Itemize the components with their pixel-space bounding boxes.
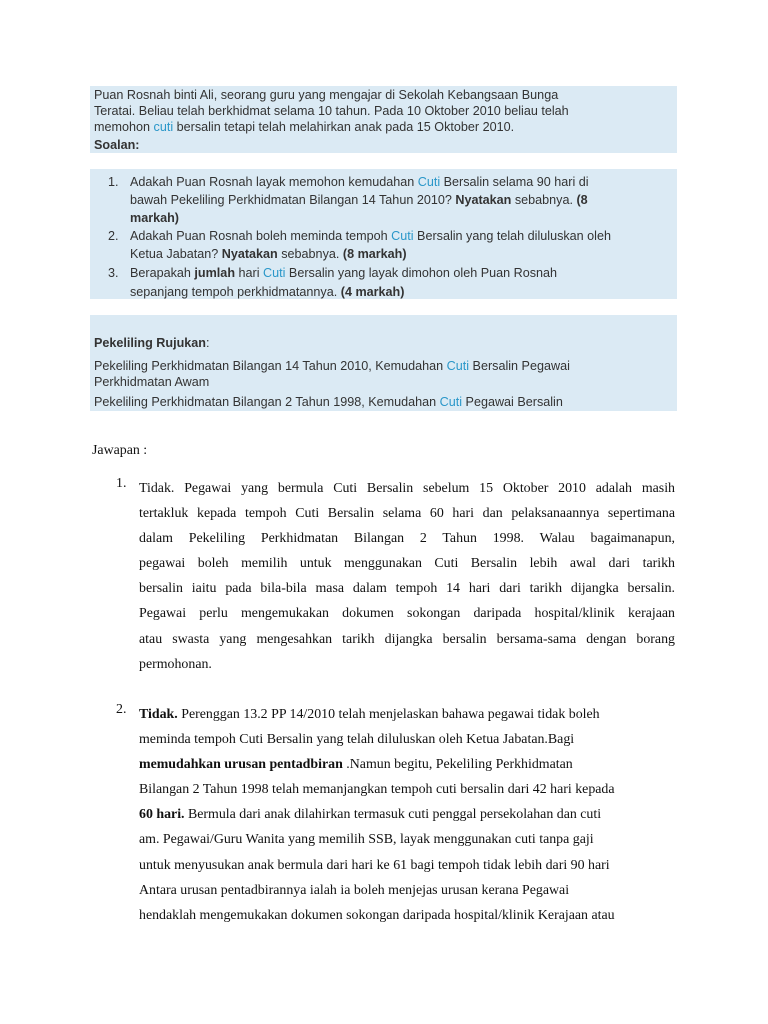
- cuti-link[interactable]: Cuti: [446, 359, 470, 373]
- answer-line: pegawai boleh memilih untuk menggunakan Cuti Bersalin lebih awal dari tarikh: [139, 556, 675, 572]
- answer-line: tertakluk kepada tempoh Cuti Bersalin selama 60 hari dan pelaksanaannya sepertimana: [139, 506, 675, 522]
- question-number: 1.: [108, 175, 119, 189]
- answer-line: dalam Pekeliling Perkhidmatan Bilangan 2 Tahun 1998. Walau bagaimanapun,: [139, 531, 675, 547]
- answer-1-number: 1.: [116, 476, 127, 491]
- question-2: 2. Adakah Puan Rosnah boleh meminda tempoh Cuti Bersalin yang telah diluluskan oleh Ketua Jabatan? Nyatakan sebabnya. (8 markah): [108, 229, 611, 261]
- case-line-3: memohon cuti bersalin tetapi telah melahirkan anak pada 15 Oktober 2010.: [94, 120, 515, 134]
- question-number: 3.: [108, 266, 119, 280]
- question-1: 1. Adakah Puan Rosnah layak memohon kemudahan Cuti Bersalin selama 90 hari di bawah Pekeliling Perkhidmatan Bilangan 14 Tahun 2010? Nyatakan sebabnya. (8 markah): [108, 175, 589, 225]
- cuti-link[interactable]: Cuti: [417, 175, 441, 189]
- answer-line: bersalin iaitu pada bila-bila masa dalam tempoh 14 hari dari tarikh dijangka bersalin.: [139, 581, 675, 597]
- references-heading: Pekeliling Rujukan:: [94, 336, 210, 350]
- references-box: [90, 315, 677, 411]
- reference-1: Pekeliling Perkhidmatan Bilangan 14 Tahun 2010, Kemudahan Cuti Bersalin Pegawai Perkhidmatan Awam: [94, 359, 570, 389]
- soalan-label: Soalan:: [94, 138, 140, 152]
- reference-2: Pekeliling Perkhidmatan Bilangan 2 Tahun 1998, Kemudahan Cuti Pegawai Bersalin: [94, 395, 563, 409]
- case-text: [94, 86, 614, 135]
- case-line-1: Puan Rosnah binti Ali, seorang guru yang mengajar di Sekolah Kebangsaan Bunga: [94, 88, 559, 102]
- answer-1: [139, 476, 675, 677]
- answer-line: memudahkan urusan pentadbiran .Namun begitu, Pekeliling Perkhidmatan: [139, 757, 573, 773]
- answer-line: Tidak. Perenggan 13.2 PP 14/2010 telah menjelaskan bahawa pegawai tidak boleh: [139, 707, 600, 722]
- answer-line: Tidak. Pegawai yang bermula Cuti Bersalin sebelum 15 Oktober 2010 adalah masih: [139, 481, 675, 496]
- answer-line: 60 hari. Bermula dari anak dilahirkan termasuk cuti penggal persekolahan dan cuti: [139, 807, 602, 823]
- cuti-link[interactable]: Cuti: [391, 229, 414, 243]
- cuti-link[interactable]: Cuti: [439, 395, 463, 409]
- answer-heading: Jawapan :: [92, 443, 148, 458]
- answer-2: [139, 702, 675, 928]
- answer-line: meminda tempoh Cuti Bersalin yang telah diluluskan oleh Ketua Jabatan.Bagi: [139, 732, 575, 748]
- case-line-2: Teratai. Beliau telah berkhidmat selama 10 tahun. Pada 10 Oktober 2010 beliau telah: [94, 104, 569, 118]
- answer-line: Antara urusan pentadbirannya ialah ia boleh menjejas urusan kerana Pegawai: [139, 882, 570, 898]
- answer-line: untuk menyusukan anak bermula dari hari ke 61 bagi tempoh tidak lebih dari 90 hari: [139, 857, 610, 873]
- question-3: 3. Berapakah jumlah hari Cuti Bersalin yang layak dimohon oleh Puan Rosnah sepanjang tempoh perkhidmatannya. (4 markah): [108, 266, 558, 299]
- cuti-link[interactable]: Cuti: [263, 266, 286, 280]
- question-number: 2.: [108, 229, 119, 243]
- answer-line: Bilangan 2 Tahun 1998 telah memanjangkan tempoh cuti bersalin dari 42 hari kepada: [139, 782, 615, 798]
- case-box: [90, 86, 677, 153]
- answer-line: am. Pegawai/Guru Wanita yang memilih SSB, layak menggunakan cuti tanpa gaji: [139, 832, 594, 848]
- questions-box: [90, 169, 677, 299]
- answer-line: permohonan.: [139, 656, 212, 672]
- answer-line: hendaklah mengemukakan dokumen sokongan daripada hospital/klinik Kerajaan atau: [139, 907, 615, 923]
- answer-line: atau swasta yang mengesahkan tarikh dijangka bersalin bersama-sama dengan borang: [139, 631, 675, 647]
- answer-2-number: 2.: [116, 702, 127, 717]
- answer-line: Pegawai perlu mengemukakan dokumen sokongan daripada hospital/klinik kerajaan: [139, 606, 675, 622]
- cuti-link[interactable]: cuti: [153, 120, 174, 134]
